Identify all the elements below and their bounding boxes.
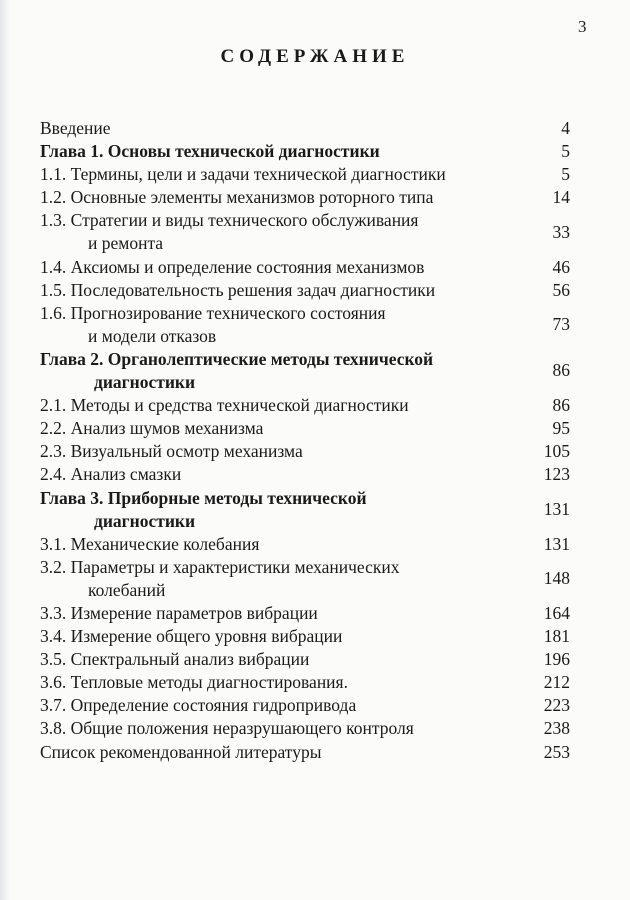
toc-entry bbox=[40, 463, 570, 486]
toc-entry bbox=[40, 394, 570, 417]
toc-entry bbox=[40, 209, 570, 255]
toc-entry-title-continuation: диагностики bbox=[94, 372, 196, 393]
toc-entry-page: 212 bbox=[543, 672, 570, 693]
toc-entry bbox=[40, 279, 570, 302]
toc-entry bbox=[40, 602, 570, 625]
toc-chapter-entry bbox=[40, 348, 570, 394]
toc-entry-title-line: 1.4. Аксиомы и определение состояния механизмов bbox=[40, 256, 425, 277]
toc-entry-title bbox=[40, 117, 520, 140]
toc-entry bbox=[40, 256, 570, 279]
toc-entry-title bbox=[40, 556, 520, 602]
toc-entry-title-line: 3.4. Измерение общего уровня вибрации bbox=[40, 626, 343, 647]
toc-entry bbox=[40, 671, 570, 694]
toc-entry-page: 14 bbox=[552, 187, 570, 208]
toc-entry-title bbox=[40, 440, 520, 463]
toc-entry-title bbox=[40, 625, 520, 648]
toc-entry bbox=[40, 302, 570, 348]
toc-entry-title bbox=[40, 694, 520, 717]
toc-entry-page: 238 bbox=[543, 718, 570, 739]
toc-entry bbox=[40, 417, 570, 440]
toc-entry bbox=[40, 741, 570, 764]
toc-entry-title-line: 1.5. Последовательность решения задач диагностики bbox=[40, 279, 436, 300]
toc-chapter-entry bbox=[40, 140, 570, 163]
toc-entry bbox=[40, 440, 570, 463]
toc-entry bbox=[40, 556, 570, 602]
toc-entry-title bbox=[40, 717, 520, 740]
toc-entry-title-line: Глава 1. Основы технической диагностики bbox=[40, 141, 380, 162]
toc-entry-title bbox=[40, 417, 520, 440]
toc-entry-page: 105 bbox=[543, 441, 570, 462]
toc-entry-title-line: 1.3. Стратегии и виды технического обслуживания bbox=[40, 210, 419, 231]
page-title: СОДЕРЖАНИЕ bbox=[220, 46, 410, 67]
toc-entry-page: 148 bbox=[543, 568, 570, 589]
toc-entry-page: 86 bbox=[552, 360, 570, 381]
toc-entry bbox=[40, 694, 570, 717]
toc-entry-title bbox=[40, 186, 520, 209]
toc-entry-page: 123 bbox=[543, 464, 570, 485]
toc-entry-title bbox=[40, 741, 520, 764]
table-of-contents bbox=[40, 117, 570, 764]
page-number: 3 bbox=[578, 17, 587, 36]
toc-entry-title bbox=[40, 463, 520, 486]
toc-entry-title-line: 3.1. Механические колебания bbox=[40, 533, 260, 554]
toc-entry-page: 73 bbox=[552, 314, 570, 335]
toc-entry-title bbox=[40, 533, 520, 556]
toc-entry bbox=[40, 648, 570, 671]
toc-entry-page: 5 bbox=[561, 141, 570, 162]
toc-entry-page: 33 bbox=[552, 221, 570, 242]
toc-entry-page: 181 bbox=[543, 626, 570, 647]
toc-entry-title-line: 2.4. Анализ смазки bbox=[40, 464, 182, 485]
toc-entry-title-line: 3.2. Параметры и характеристики механических bbox=[40, 556, 400, 577]
toc-entry-page: 4 bbox=[561, 118, 570, 138]
toc-entry-title bbox=[40, 487, 520, 533]
toc-entry-title-line: 1.1. Термины, цели и задачи технической диагностики bbox=[40, 164, 446, 185]
toc-entry-title bbox=[40, 348, 520, 394]
toc-entry-page: 253 bbox=[543, 741, 570, 762]
toc-entry-title bbox=[40, 279, 520, 302]
toc-entry-title-line: 2.1. Методы и средства технической диагностики bbox=[40, 395, 409, 416]
toc-entry-title bbox=[40, 163, 520, 186]
toc-chapter-entry bbox=[40, 487, 570, 533]
page-edge-shadow bbox=[0, 0, 10, 900]
toc-entry-page: 56 bbox=[552, 279, 570, 300]
toc-entry-title bbox=[40, 648, 520, 671]
toc-entry-title-line: Глава 3. Приборные методы технической bbox=[40, 487, 367, 508]
toc-entry-title bbox=[40, 209, 520, 255]
toc-entry-title-line: 3.3. Измерение параметров вибрации bbox=[40, 602, 318, 623]
toc-entry bbox=[40, 117, 570, 140]
toc-entry-title-line: 1.2. Основные элементы механизмов роторного типа bbox=[40, 187, 434, 208]
toc-entry-page: 5 bbox=[561, 164, 570, 185]
toc-entry-page: 164 bbox=[543, 602, 570, 623]
toc-entry-title-line: Список рекомендованной литературы bbox=[40, 741, 322, 762]
toc-entry bbox=[40, 533, 570, 556]
toc-entry-title-line: 1.6. Прогнозирование технического состояния bbox=[40, 302, 386, 323]
toc-entry-title-line: 3.8. Общие положения неразрушающего контроля bbox=[40, 718, 414, 739]
toc-entry-page: 223 bbox=[543, 695, 570, 716]
toc-entry-page: 46 bbox=[552, 256, 570, 277]
toc-entry-title-line: Введение bbox=[40, 118, 111, 138]
toc-entry-page: 131 bbox=[543, 499, 570, 520]
toc-entry-page: 95 bbox=[552, 418, 570, 439]
toc-entry bbox=[40, 625, 570, 648]
toc-entry-title bbox=[40, 302, 520, 348]
toc-entry-title-line: 2.2. Анализ шумов механизма bbox=[40, 418, 264, 439]
toc-entry-title-continuation: диагностики bbox=[94, 510, 196, 531]
toc-entry-page: 86 bbox=[552, 395, 570, 416]
toc-entry-title-continuation: и ремонта bbox=[88, 233, 164, 254]
toc-entry-title bbox=[40, 256, 520, 279]
toc-entry-page: 196 bbox=[543, 649, 570, 670]
toc-entry-title-line: 3.6. Тепловые методы диагностирования. bbox=[40, 672, 348, 693]
toc-entry-title-line: 3.7. Определение состояния гидропривода bbox=[40, 695, 357, 716]
toc-entry bbox=[40, 163, 570, 186]
toc-entry-title bbox=[40, 602, 520, 625]
toc-entry-title-continuation: колебаний bbox=[88, 579, 166, 600]
toc-entry-title bbox=[40, 394, 520, 417]
toc-entry bbox=[40, 717, 570, 740]
toc-entry bbox=[40, 186, 570, 209]
toc-entry-title bbox=[40, 671, 520, 694]
toc-entry-title-line: 2.3. Визуальный осмотр механизма bbox=[40, 441, 303, 462]
toc-entry-title-line: 3.5. Спектральный анализ вибрации bbox=[40, 649, 310, 670]
toc-entry-page: 131 bbox=[543, 533, 570, 554]
toc-entry-title-continuation: и модели отказов bbox=[88, 325, 217, 346]
toc-entry-title-line: Глава 2. Органолептические методы технической bbox=[40, 348, 434, 369]
toc-entry-title bbox=[40, 140, 520, 163]
